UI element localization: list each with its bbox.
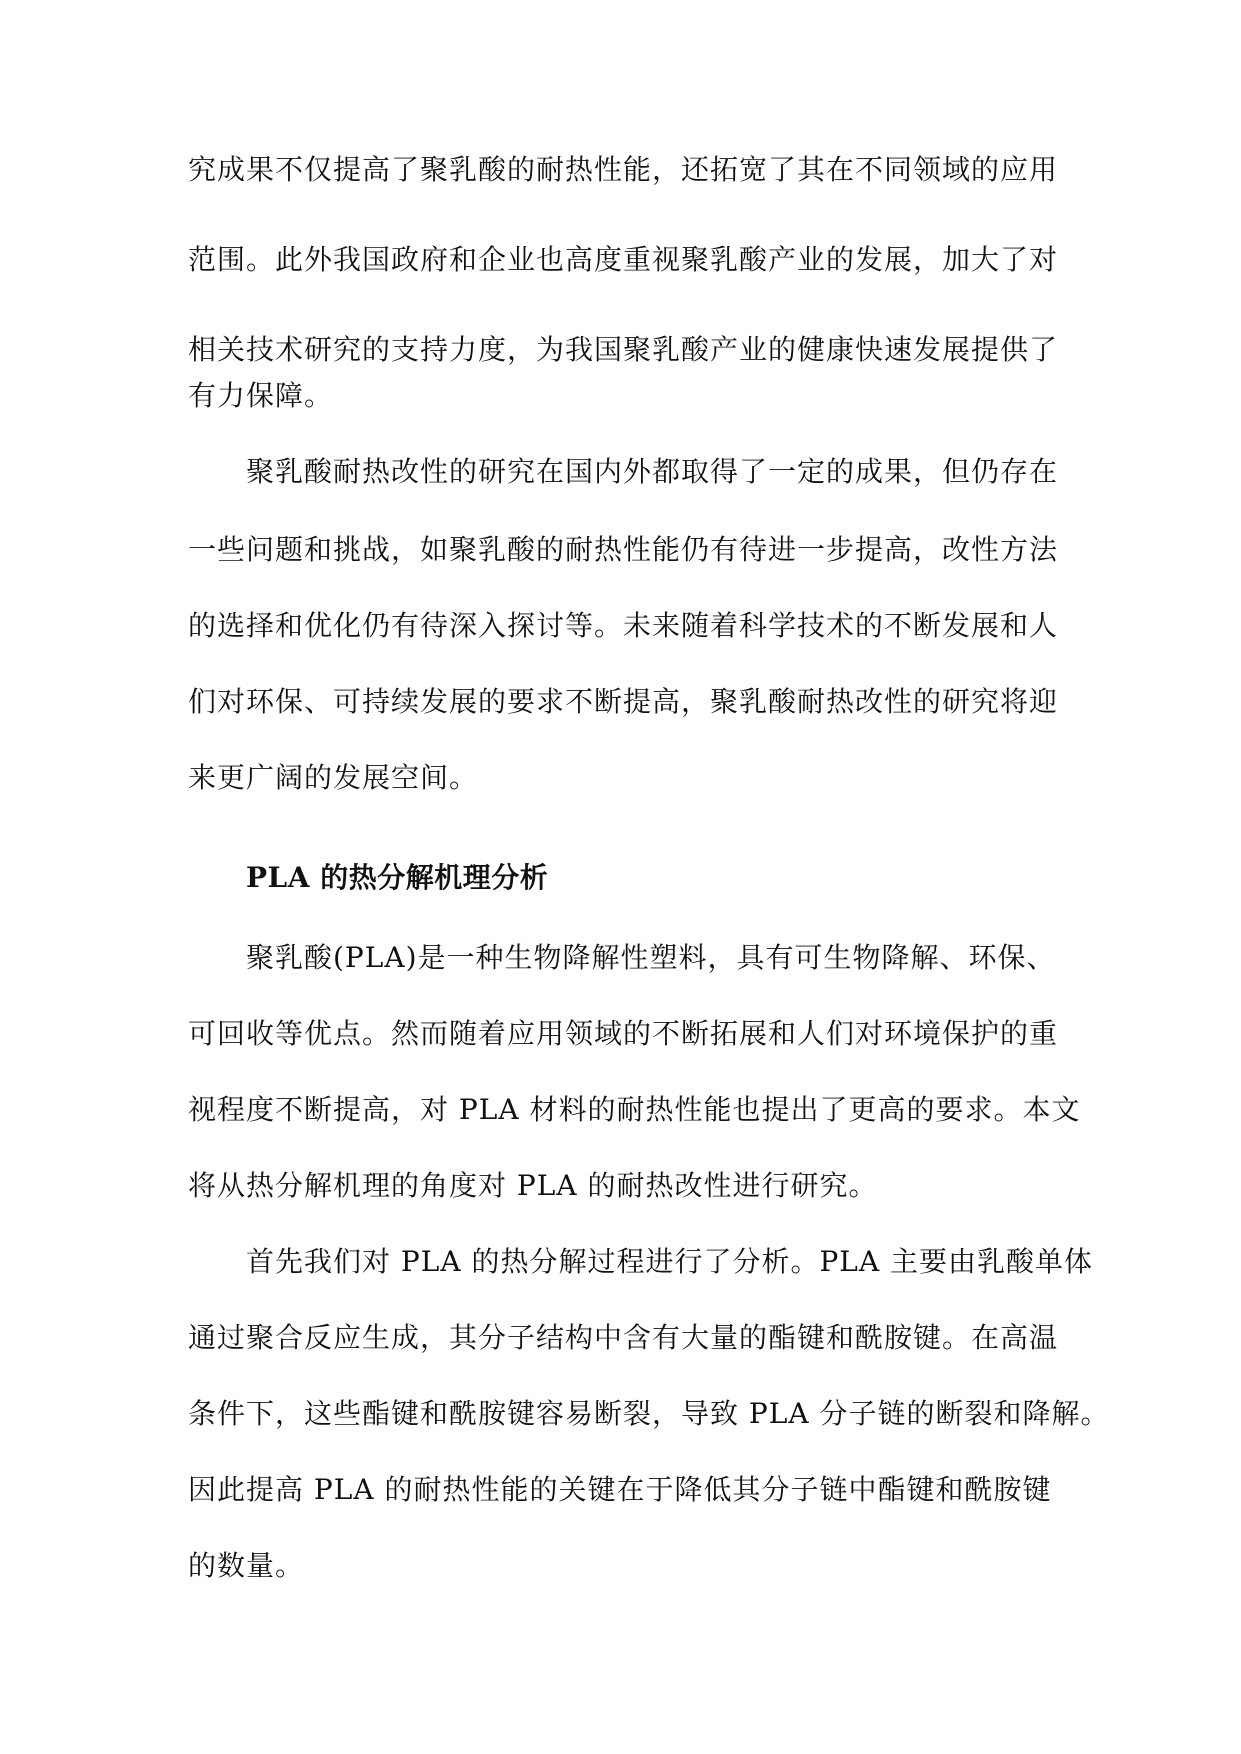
text-line: 相关技术研究的支持力度，为我国聚乳酸产业的健康快速发展提供了 [188, 333, 1059, 366]
text-line: 将从热分解机理的角度对 PLA 的耐热改性进行研究。 [188, 1169, 878, 1202]
text-line: 视程度不断提高，对 PLA 材料的耐热性能也提出了更高的要求。本文 [188, 1093, 1081, 1126]
text-line: 范围。此外我国政府和企业也高度重视聚乳酸产业的发展，加大了对 [188, 243, 1059, 276]
text-line: 首先我们对 PLA 的热分解过程进行了分析。PLA 主要由乳酸单体 [246, 1245, 1094, 1278]
text-line: 可回收等优点。然而随着应用领域的不断拓展和人们对环境保护的重 [188, 1017, 1059, 1050]
text-line: 的选择和优化仍有待深入探讨等。未来随着科学技术的不断发展和人 [188, 609, 1059, 642]
text-line: 通过聚合反应生成，其分子结构中含有大量的酯键和酰胺键。在高温 [188, 1321, 1059, 1354]
text-line: 聚乳酸耐热改性的研究在国内外都取得了一定的成果，但仍存在 [246, 455, 1059, 488]
text-line: 因此提高 PLA 的耐热性能的关键在于降低其分子链中酯键和酰胺键 [188, 1473, 1052, 1506]
text-line: 的数量。 [188, 1549, 305, 1582]
text-line: 聚乳酸(PLA)是一种生物降解性塑料，具有可生物降解、环保、 [246, 941, 1056, 974]
section-heading: PLA 的热分解机理分析 [246, 861, 549, 894]
text-line: 条件下，这些酯键和酰胺键容易断裂，导致 PLA 分子链的断裂和降解。 [188, 1397, 1110, 1430]
text-line: 有力保障。 [188, 379, 334, 412]
text-line: 来更广阔的发展空间。 [188, 761, 479, 794]
text-line: 们对环保、可持续发展的要求不断提高，聚乳酸耐热改性的研究将迎 [188, 685, 1059, 718]
text-line: 一些问题和挑战，如聚乳酸的耐热性能仍有待进一步提高，改性方法 [188, 533, 1059, 566]
text-line: 究成果不仅提高了聚乳酸的耐热性能，还拓宽了其在不同领域的应用 [188, 153, 1059, 186]
